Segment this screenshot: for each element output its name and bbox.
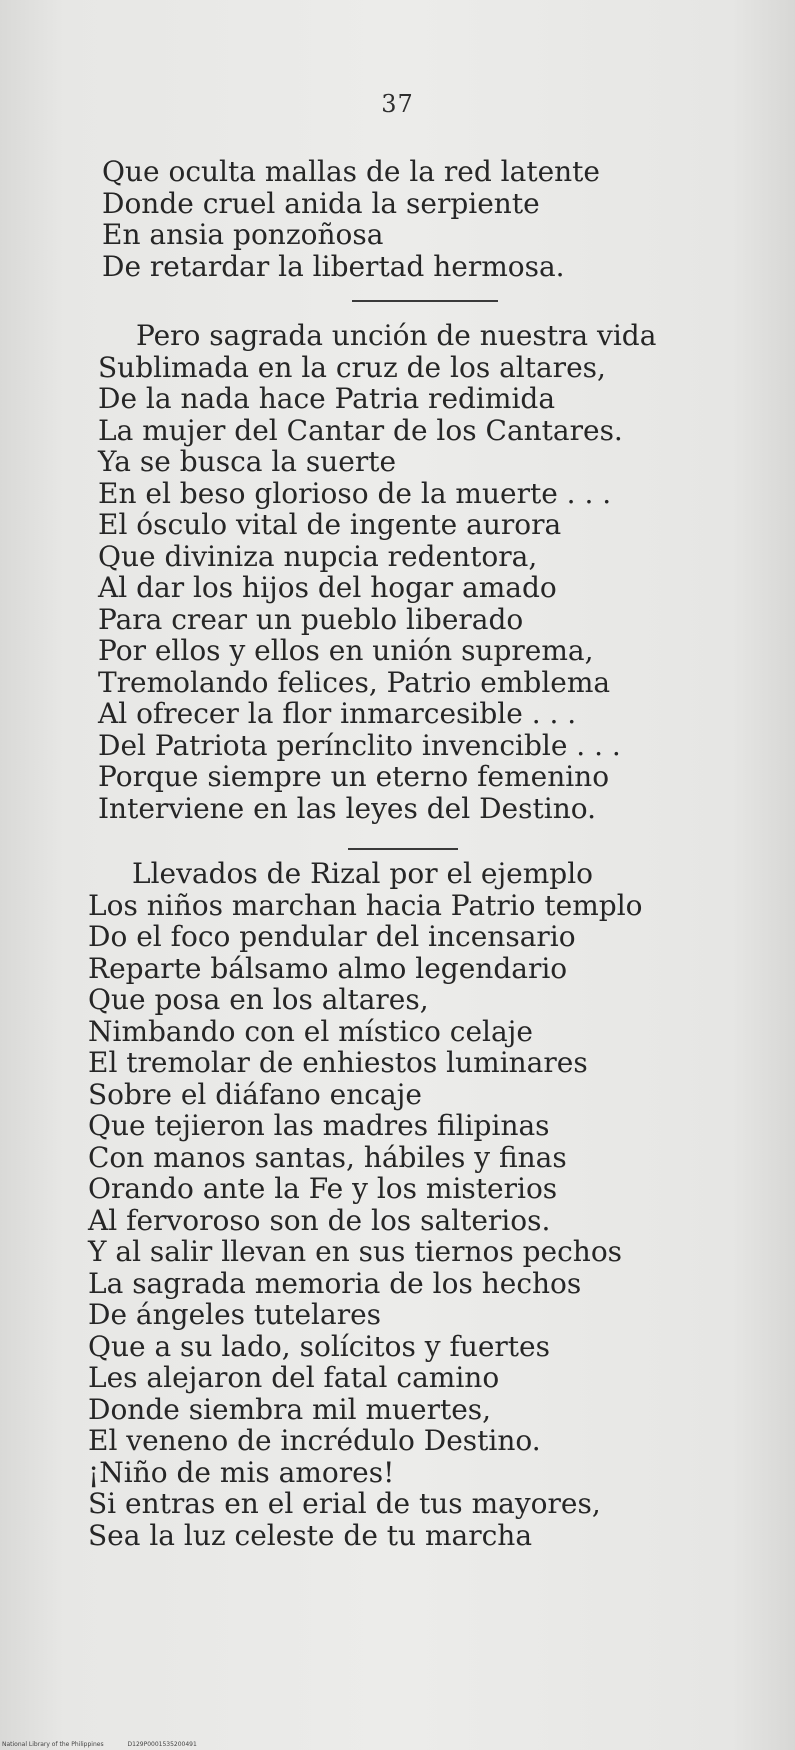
poem-line: Donde cruel anida la serpiente	[102, 186, 540, 220]
poem-line: Les alejaron del fatal camino	[88, 1361, 500, 1394]
footer-library: National Library of the Philippines	[2, 1741, 104, 1748]
poem-line: Al dar los hijos del hogar amado	[98, 571, 557, 604]
poem-line: Sobre el diáfano encaje	[88, 1077, 422, 1111]
poem-line: Interviene en las leyes del Destino.	[98, 791, 596, 825]
poem-line: Que oculta mallas de la red latente	[102, 155, 600, 188]
poem-line: El tremolar de enhiestos luminares	[88, 1046, 588, 1079]
poem-line: En ansia ponzoñosa	[102, 218, 384, 251]
poem-line: Sea la luz celeste de tu marcha	[88, 1518, 533, 1552]
page-number: 37	[381, 90, 414, 118]
poem-line: Pero sagrada unción de nuestra vida	[136, 319, 657, 352]
poem-line: Do el foco pendular del incensario	[88, 920, 576, 953]
stanza-1	[102, 156, 600, 282]
poem-line: Donde siembra mil muertes,	[88, 1392, 492, 1426]
poem-line: Ya se busca la suerte	[98, 445, 397, 478]
footer-code: D129P0001535200491	[127, 1741, 197, 1748]
poem-line: El ósculo vital de ingente aurora	[98, 508, 562, 541]
poem-line: De la nada hace Patria redimida	[98, 382, 556, 415]
poem-line: Que posa en los altares,	[88, 983, 429, 1016]
poem-line: El veneno de incrédulo Destino.	[88, 1424, 541, 1457]
stanza-divider	[348, 848, 458, 850]
poem-line: Que tejieron las madres filipinas	[88, 1109, 550, 1142]
poem-line: Orando ante la Fe y los misterios	[88, 1172, 558, 1205]
poem-line: Que a su lado, solícitos y fuertes	[88, 1329, 550, 1363]
poem-line: Los niños marchan hacia Patrio templo	[88, 888, 643, 922]
poem-line: En el beso glorioso de la muerte . . .	[98, 476, 612, 510]
poem-line: Por ellos y ellos en unión suprema,	[98, 634, 594, 667]
poem-line: La mujer del Cantar de los Cantares.	[98, 413, 623, 447]
stanza-divider	[352, 300, 498, 302]
poem-line: Reparte bálsamo almo legendario	[88, 951, 568, 985]
poem-line: Al fervoroso son de los salterios.	[88, 1203, 551, 1237]
poem-line: Del Patriota perínclito invencible . . .	[98, 728, 621, 762]
scan-footer	[2, 1741, 219, 1749]
poem-line: Y al salir llevan en sus tiernos pechos	[88, 1235, 623, 1268]
poem-line: Porque siempre un eterno femenino	[98, 760, 610, 793]
poem-line: Sublimada en la cruz de los altares,	[98, 350, 606, 384]
stanza-3	[88, 858, 643, 1551]
stanza-2	[98, 320, 656, 824]
poem-line: La sagrada memoria de los hechos	[88, 1266, 582, 1300]
poem-line: Llevados de Rizal por el ejemplo	[132, 857, 594, 890]
poem-line: Con manos santas, hábiles y finas	[88, 1140, 567, 1174]
poem-line: Nimbando con el místico celaje	[88, 1014, 533, 1048]
poem-line: Al ofrecer la flor inmarcesible . . .	[98, 697, 577, 730]
poem-line: Que diviniza nupcia redentora,	[98, 539, 538, 573]
poem-line: Si entras en el erial de tus mayores,	[88, 1487, 601, 1520]
poem-line: ¡Niño de mis amores!	[88, 1455, 395, 1489]
poem-line: Tremolando felices, Patrio emblema	[98, 665, 611, 699]
poem-line: Para crear un pueblo liberado	[98, 602, 524, 636]
poem-line: De retardar la libertad hermosa.	[102, 249, 565, 283]
poem-line: De ángeles tutelares	[88, 1298, 382, 1331]
